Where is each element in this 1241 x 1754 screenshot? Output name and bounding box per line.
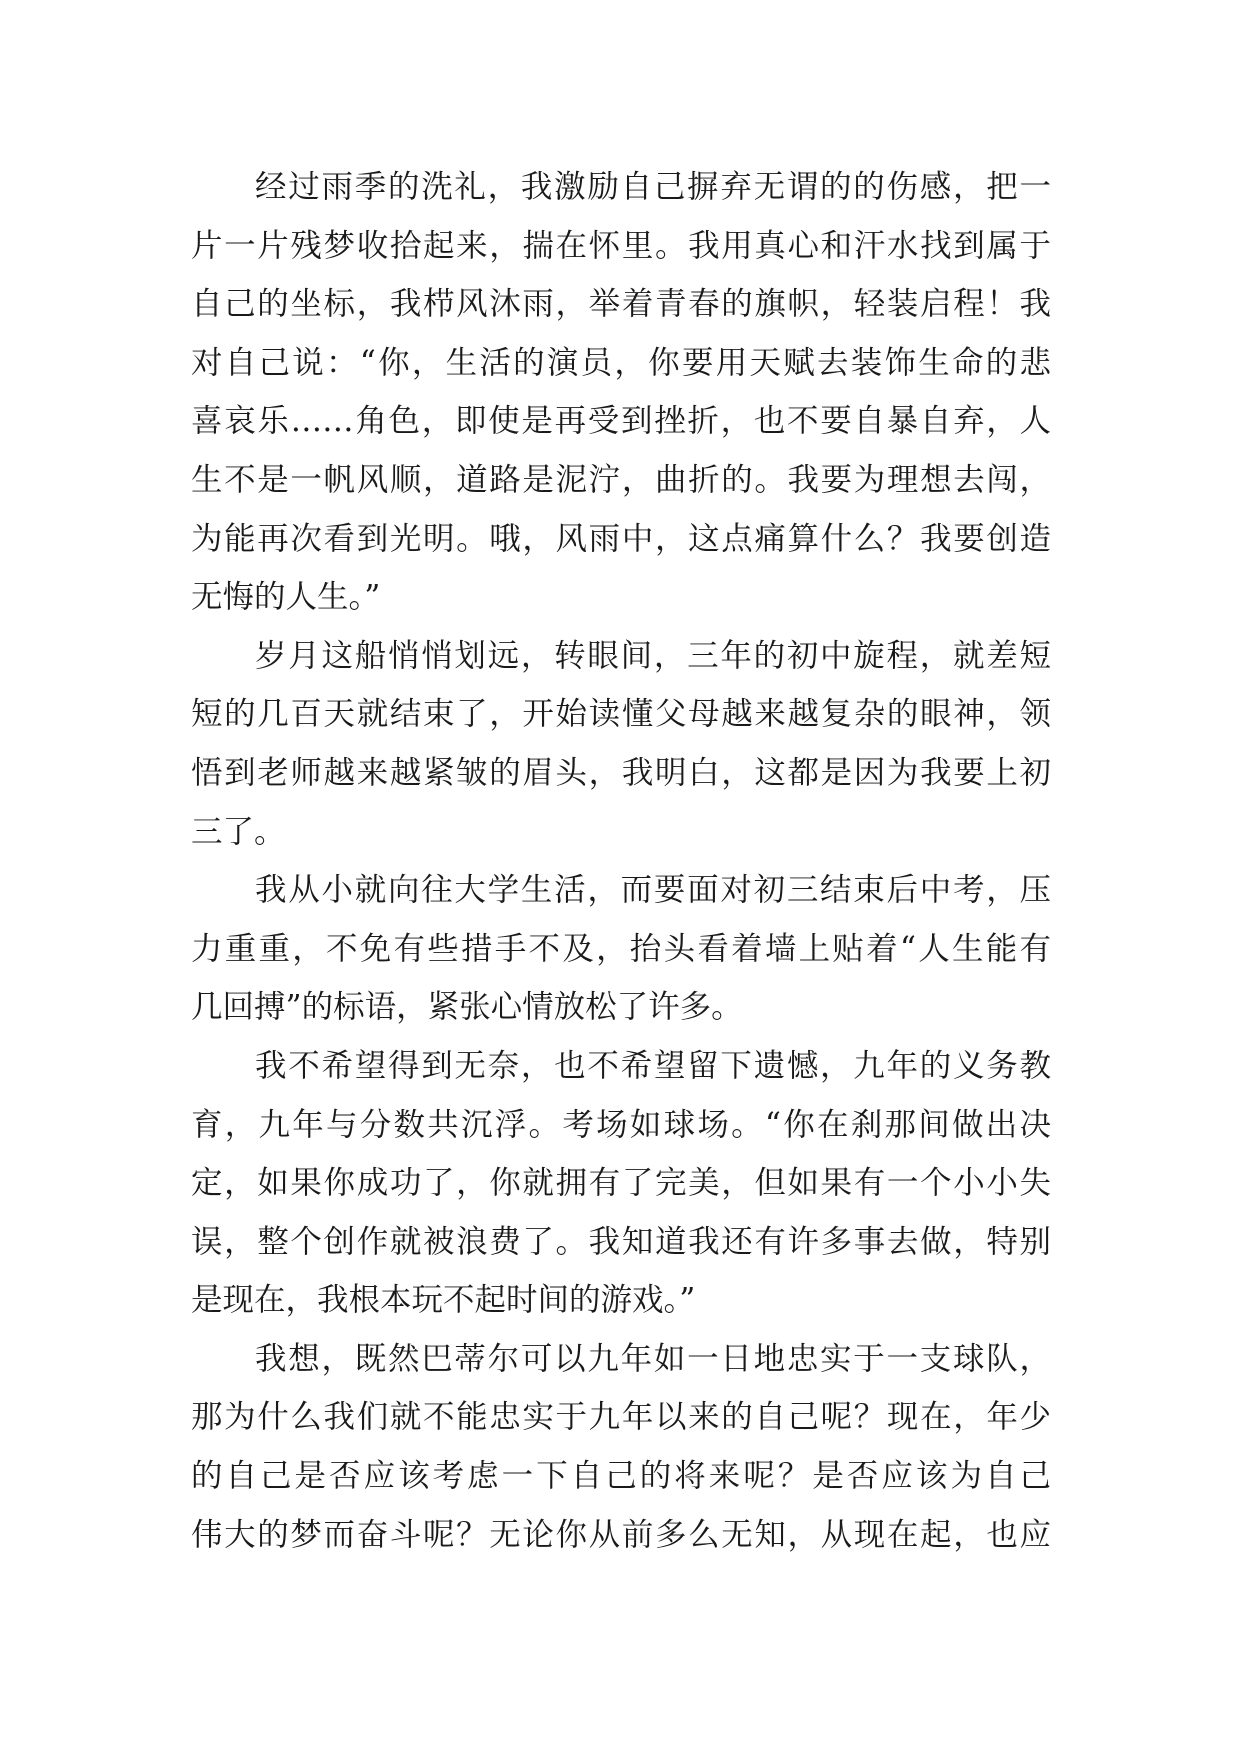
text-line: 伟大的梦而奋斗呢？无论你从前多么无知，从现在起，也应 [191, 1516, 1051, 1553]
text-line: 是现在，我根本玩不起时间的游戏。” [191, 1282, 696, 1319]
text-line: 几回搏”的标语，紧张心情放松了许多。 [191, 989, 743, 1026]
text-line: 对自己说：“你，生活的演员，你要用天赋去装饰生命的悲 [191, 344, 1051, 381]
text-line: 喜哀乐……角色，即使是再受到挫折，也不要自暴自弃，人 [191, 403, 1051, 440]
text-line: 力重重，不免有些措手不及，抬头看着墙上贴着“人生能有 [191, 930, 1051, 967]
paragraph-first-line: 我不希望得到无奈，也不希望留下遗憾，九年的义务教 [255, 1047, 1051, 1084]
text-line: 片一片残梦收拾起来，揣在怀里。我用真心和汗水找到属于 [191, 227, 1051, 264]
paragraph-first-line: 我从小就向往大学生活，而要面对初三结束后中考，压 [255, 872, 1051, 909]
paragraph-first-line: 经过雨季的洗礼，我激励自己摒弃无谓的的伤感，把一 [255, 169, 1051, 205]
text-line: 的自己是否应该考虑一下自己的将来呢？是否应该为自己 [191, 1458, 1051, 1495]
text-line: 为能再次看到光明。哦，风雨中，这点痛算什么？我要创造 [191, 520, 1051, 557]
text-line: 育，九年与分数共沉浮。考场如球场。“你在刹那间做出决 [191, 1106, 1051, 1143]
paragraph-first-line: 岁月这船悄悄划远，转眼间，三年的初中旋程，就差短 [255, 637, 1051, 674]
text-line: 那为什么我们就不能忠实于九年以来的自己呢？现在，年少 [191, 1399, 1051, 1436]
text-line: 误，整个创作就被浪费了。我知道我还有许多事去做，特别 [191, 1223, 1051, 1260]
text-line: 短的几百天就结束了，开始读懂父母越来越复杂的眼神，领 [191, 696, 1051, 733]
text-line: 生不是一帆风顺，道路是泥泞，曲折的。我要为理想去闯， [191, 461, 1051, 498]
essay-body [191, 158, 1051, 1564]
text-line: 悟到老师越来越紧皱的眉头，我明白，这都是因为我要上初 [191, 754, 1051, 791]
text-line: 自己的坐标，我栉风沐雨，举着青春的旗帜，轻装启程！我 [191, 286, 1051, 323]
text-line: 三了。 [191, 813, 286, 850]
text-line: 无悔的人生。” [191, 579, 381, 616]
paragraph-first-line: 我想，既然巴蒂尔可以九年如一日地忠实于一支球队， [255, 1340, 1051, 1377]
text-line: 定，如果你成功了，你就拥有了完美，但如果有一个小小失 [191, 1165, 1051, 1202]
